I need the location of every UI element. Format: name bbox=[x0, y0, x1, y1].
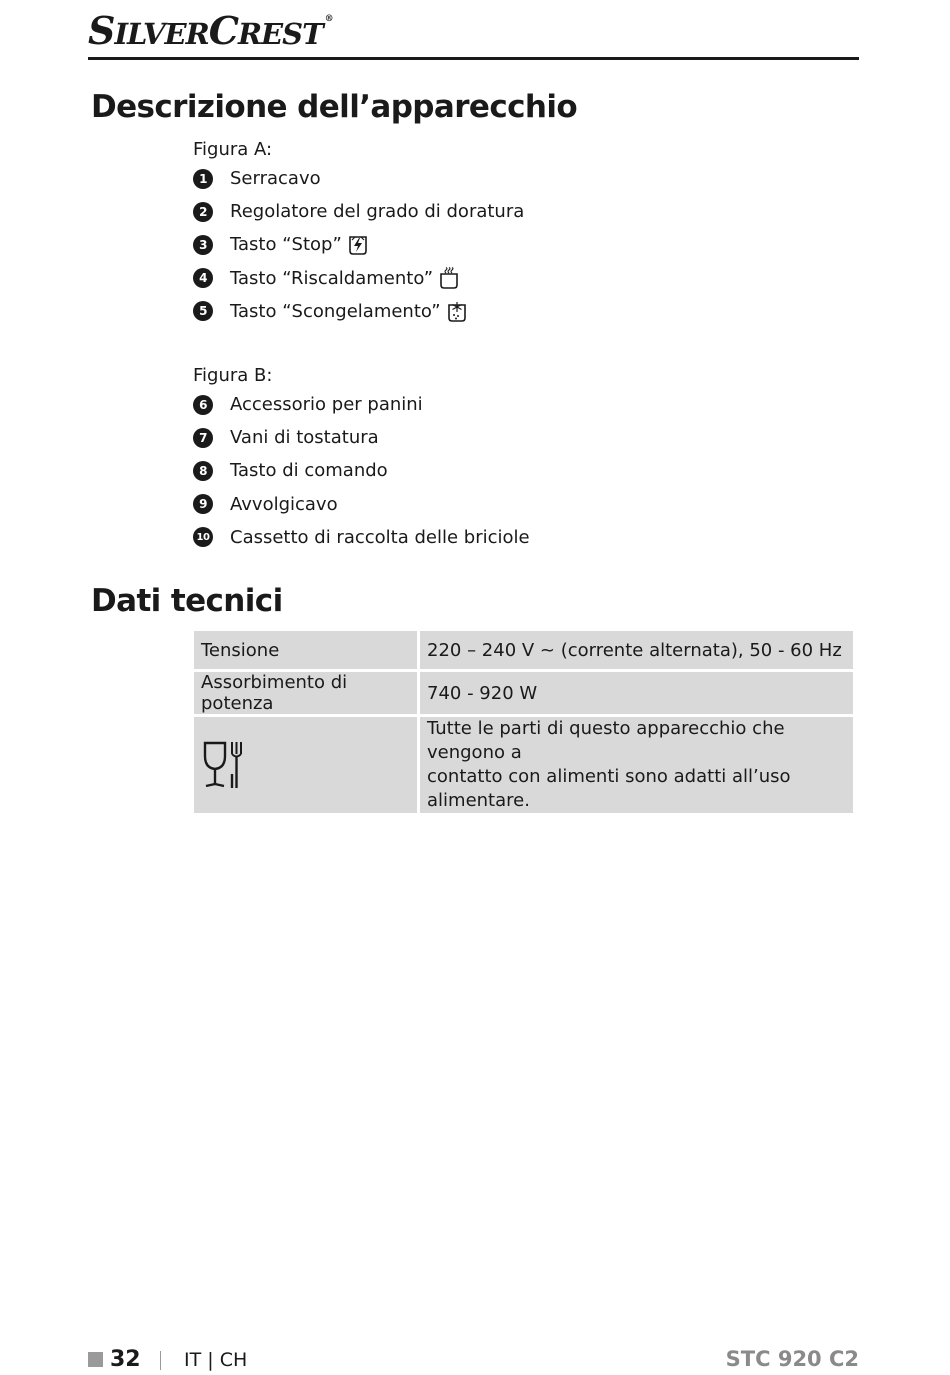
item-number-badge: 9 bbox=[193, 494, 213, 514]
item-number-badge: 6 bbox=[193, 395, 213, 415]
item-number-badge: 10 bbox=[193, 527, 213, 547]
lang-it: IT bbox=[184, 1349, 202, 1371]
item-text: Serracavo bbox=[230, 168, 321, 190]
page-footer bbox=[88, 1345, 859, 1375]
item-text: Regolatore del grado di doratura bbox=[230, 201, 525, 223]
item-number-badge: 7 bbox=[193, 428, 213, 448]
list-item bbox=[193, 228, 524, 261]
list-item bbox=[193, 488, 530, 521]
list-item bbox=[193, 295, 524, 328]
section-title-description: Descrizione dell’apparecchio bbox=[91, 89, 578, 125]
list-item bbox=[193, 421, 530, 454]
table-cell-value bbox=[420, 717, 853, 813]
item-text: Avvolgicavo bbox=[230, 493, 338, 515]
section-title-tech: Dati tecnici bbox=[91, 583, 283, 619]
lang-ch: CH bbox=[219, 1349, 248, 1371]
header-rule bbox=[88, 57, 859, 60]
table-cell-value: 740 - 920 W bbox=[420, 672, 853, 714]
figure-b-label: Figura B: bbox=[193, 365, 273, 386]
food-safe-text-line2: contatto con alimenti sono adatti all’uso alimentare. bbox=[427, 766, 791, 811]
list-item bbox=[193, 388, 530, 421]
list-item bbox=[193, 262, 524, 295]
reheat-icon bbox=[438, 267, 460, 289]
item-number-badge: 8 bbox=[193, 461, 213, 481]
food-safe-icon bbox=[201, 740, 247, 790]
table-row bbox=[194, 672, 853, 714]
item-number-badge: 1 bbox=[193, 169, 213, 189]
item-text: Tasto “Riscaldamento” bbox=[230, 267, 434, 289]
item-text: Vani di tostatura bbox=[230, 427, 379, 449]
item-number-badge: 2 bbox=[193, 202, 213, 222]
table-cell-value: 220 – 240 V ~ (corrente alternata), 50 - 60 Hz bbox=[420, 631, 853, 669]
item-text: Tasto di comando bbox=[230, 460, 388, 482]
footer-divider bbox=[160, 1351, 161, 1370]
page-number: 32 bbox=[110, 1347, 141, 1372]
list-item bbox=[193, 162, 524, 195]
item-text: Tasto “Stop” bbox=[230, 234, 342, 256]
table-cell-label: Tensione bbox=[194, 631, 417, 669]
lang-separator: | bbox=[207, 1349, 214, 1371]
figure-a-label: Figura A: bbox=[193, 139, 273, 160]
table-row bbox=[194, 717, 853, 813]
list-item bbox=[193, 521, 530, 554]
item-number-badge: 3 bbox=[193, 235, 213, 255]
brand-logo: SILVERCREST ® bbox=[88, 8, 333, 53]
item-text: Cassetto di raccolta delle briciole bbox=[230, 526, 530, 548]
table-cell-label: Assorbimento di potenza bbox=[194, 672, 417, 714]
defrost-icon bbox=[446, 300, 468, 322]
footer-square-marker bbox=[88, 1352, 103, 1367]
item-text: Tasto “Scongelamento” bbox=[230, 300, 441, 322]
table-cell-icon bbox=[194, 717, 417, 813]
table-row bbox=[194, 631, 853, 669]
figure-a-list bbox=[193, 162, 524, 328]
list-item bbox=[193, 195, 524, 228]
item-number-badge: 4 bbox=[193, 268, 213, 288]
list-item bbox=[193, 454, 530, 487]
item-text: Accessorio per panini bbox=[230, 394, 423, 416]
figure-b-list bbox=[193, 388, 530, 554]
stop-icon bbox=[347, 234, 369, 256]
footer-languages bbox=[184, 1349, 247, 1371]
model-number: STC 920 C2 bbox=[725, 1347, 859, 1371]
tech-data-table bbox=[191, 628, 856, 816]
food-safe-text-line1: Tutte le parti di questo apparecchio che vengono a bbox=[427, 718, 785, 763]
item-number-badge: 5 bbox=[193, 301, 213, 321]
